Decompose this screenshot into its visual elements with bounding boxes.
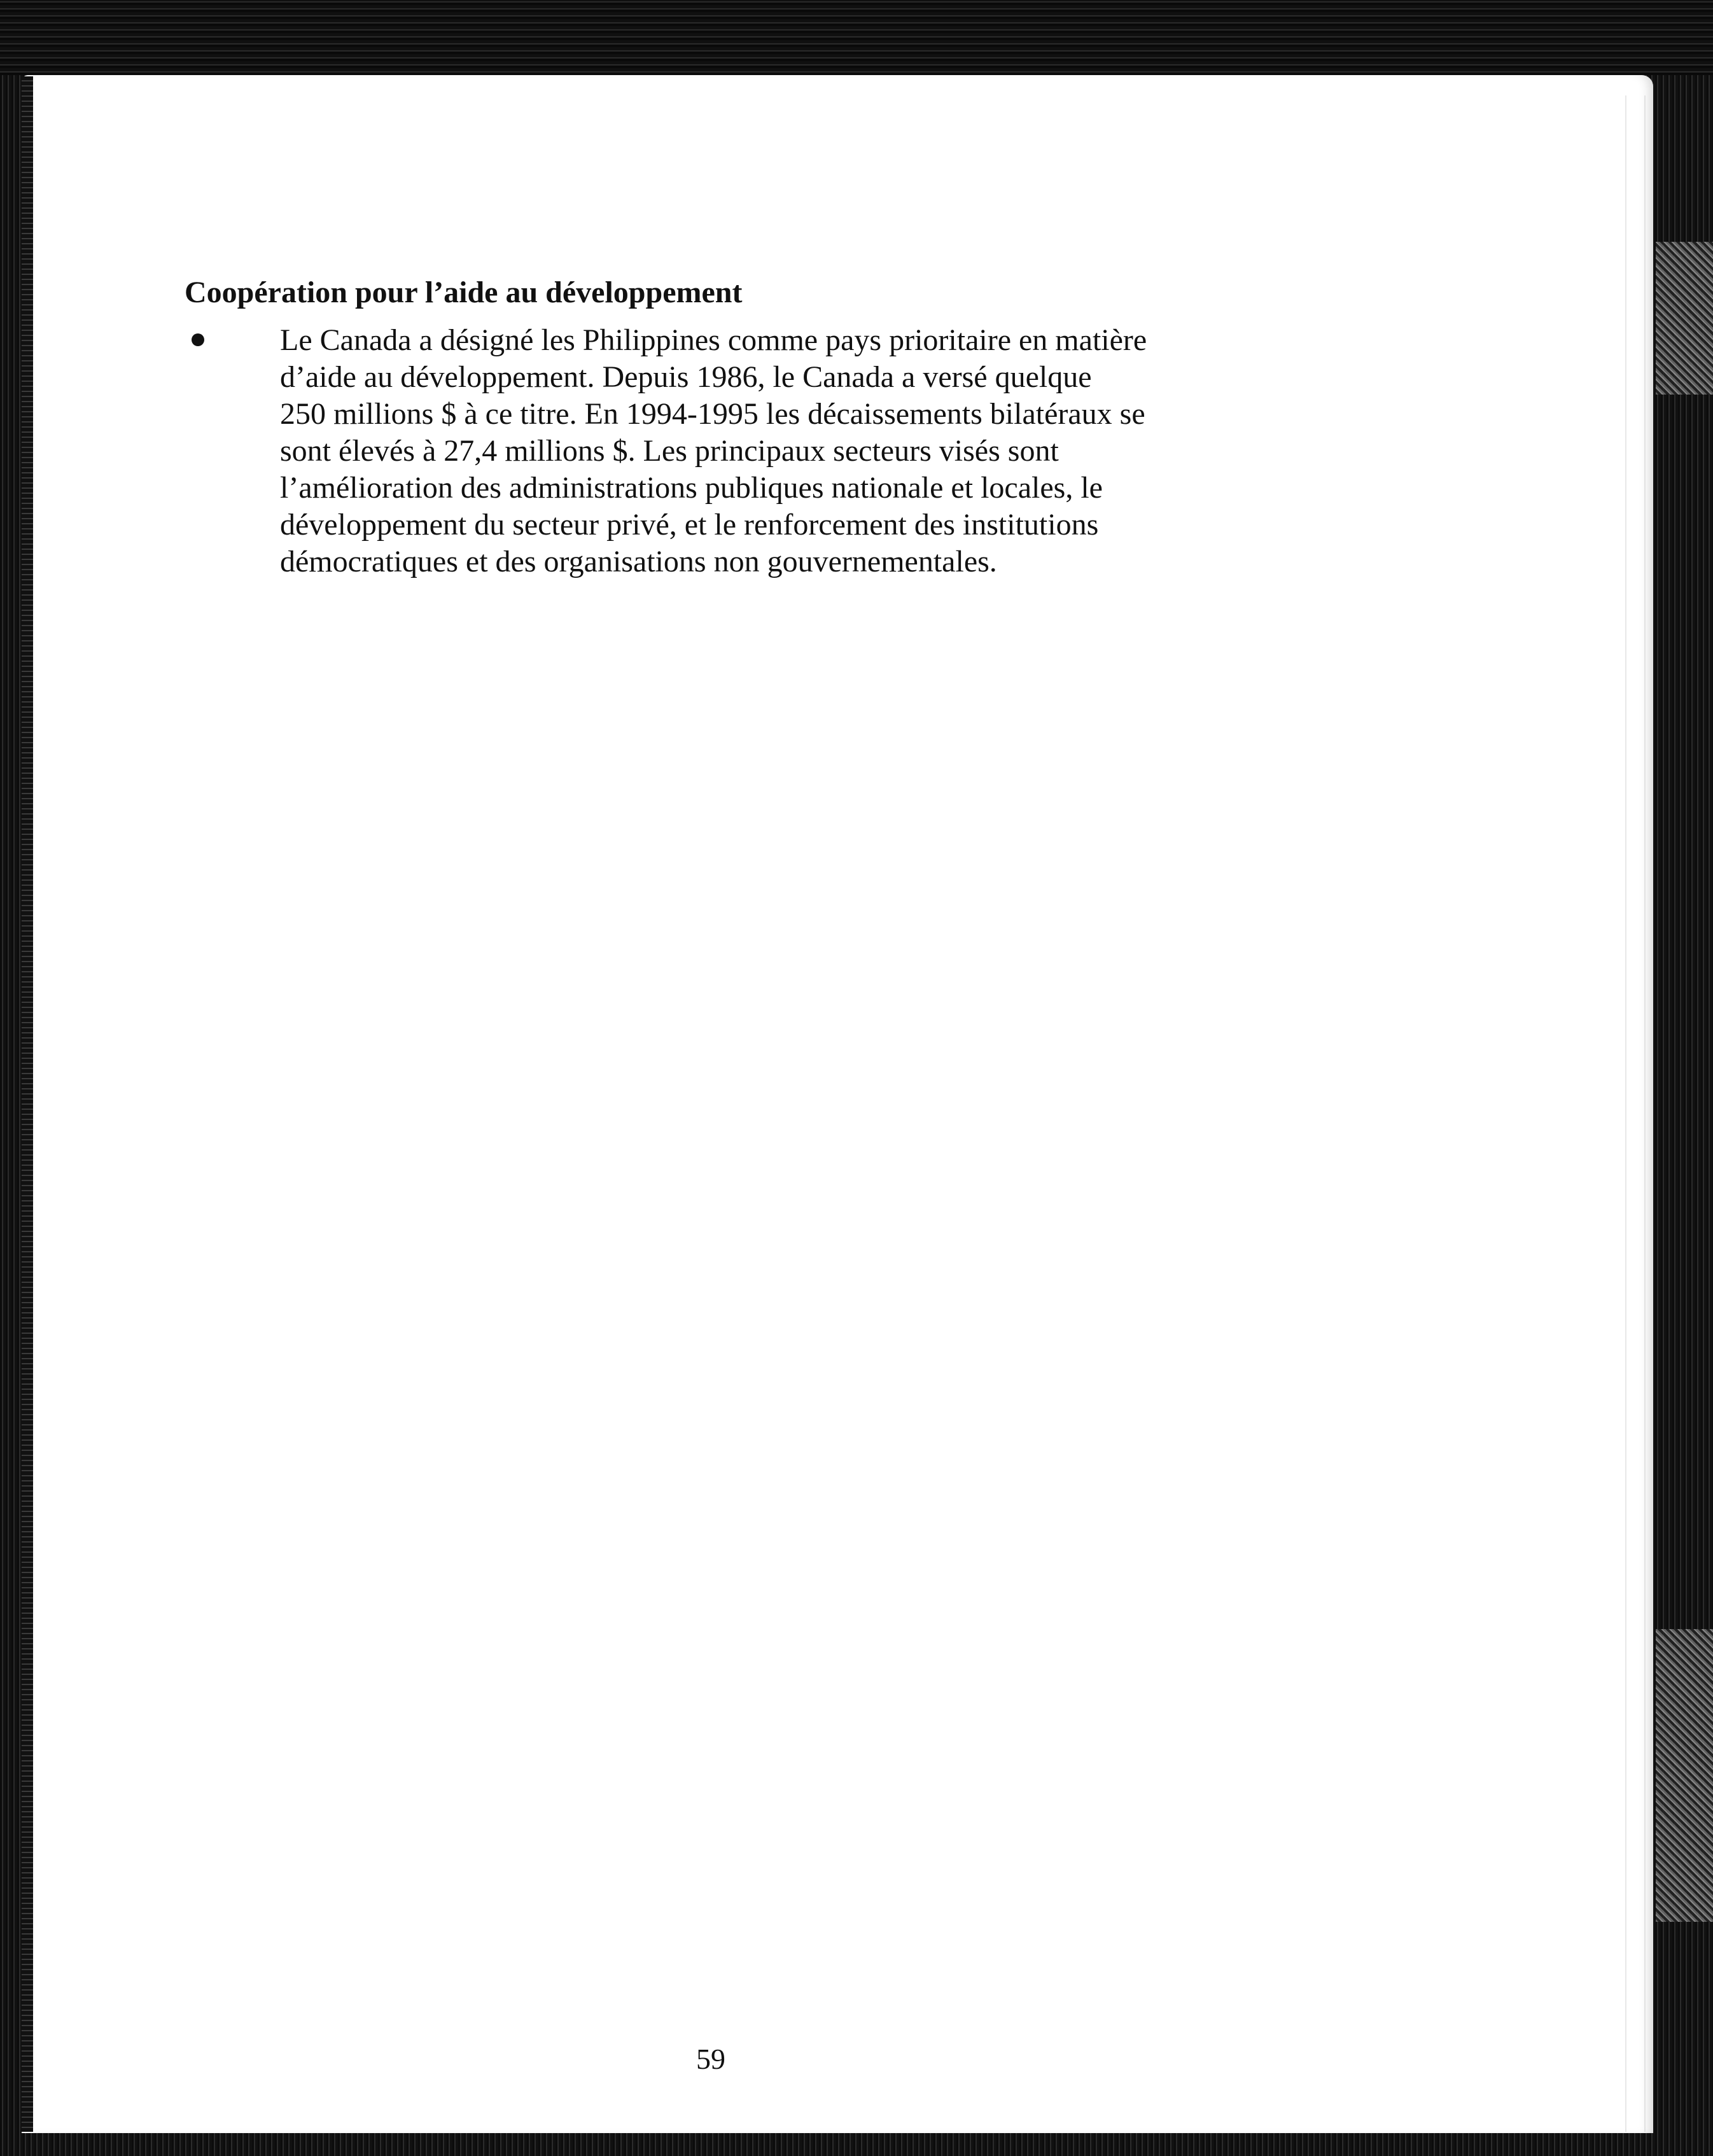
paragraph-line: 250 millions $ à ce titre. En 1994-1995 les décaissements bilatéraux se <box>280 397 1145 431</box>
page-content <box>185 272 1228 580</box>
paragraph-line: d’aide au développement. Depuis 1986, le Canada a versé quelque <box>280 360 1092 394</box>
paragraph-line: sont élevés à 27,4 millions $. Les principaux secteurs visés sont <box>280 434 1059 468</box>
paragraph-line: démocratiques et des organisations non gouvernementales. <box>280 545 997 578</box>
bullet-paragraph <box>280 322 1228 580</box>
bullet-icon <box>192 333 204 346</box>
bullet-item <box>185 322 1228 580</box>
scanner-edge-noise-lower <box>1656 1629 1713 1922</box>
paragraph-line: Le Canada a désigné les Philippines comme pays prioritaire en matière <box>280 323 1147 357</box>
paragraph-line: développement du secteur privé, et le renforcement des institutions <box>280 508 1099 542</box>
page-binding-edge <box>22 76 33 2132</box>
page-number: 59 <box>696 2043 725 2075</box>
paragraph-line: l’amélioration des administrations publiques nationale et locales, le <box>280 471 1103 505</box>
section-heading: Coopération pour l’aide au développement <box>185 276 743 309</box>
page-right-edge <box>1616 95 1654 2132</box>
scanner-top-border <box>0 0 1713 75</box>
scanner-edge-noise <box>1656 242 1713 395</box>
